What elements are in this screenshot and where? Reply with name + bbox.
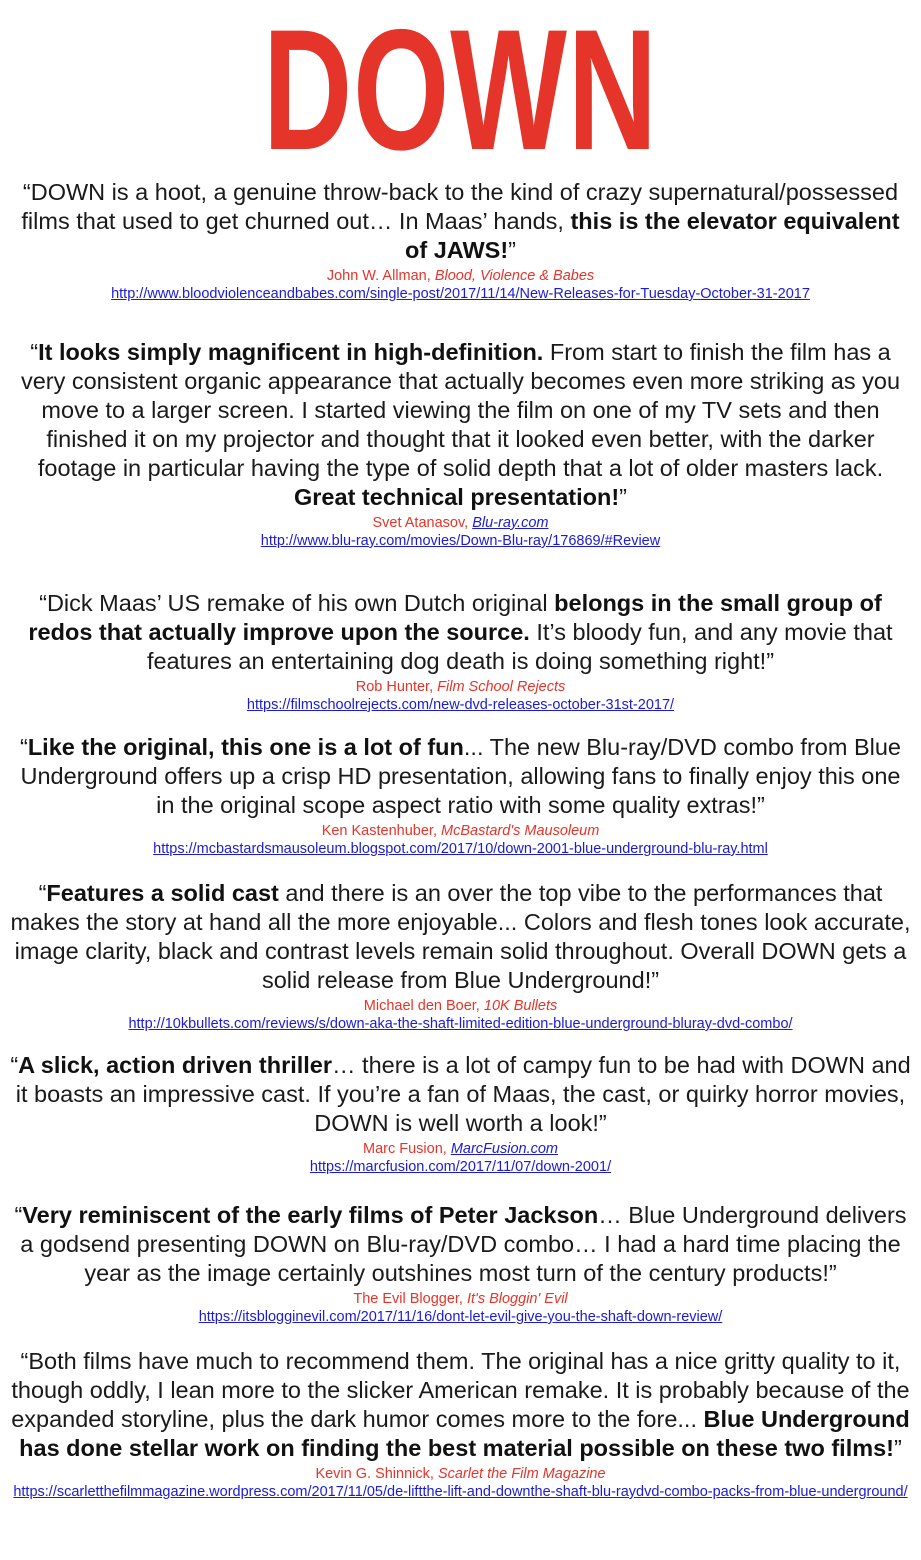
review-byline (10, 514, 911, 532)
review-link[interactable]: http://10kbullets.com/reviews/s/down-aka-the-shaft-limited-edition-blue-underground-bluray-dvd-combo/ (128, 1016, 793, 1032)
review-quote (10, 1347, 911, 1463)
review-quote-text: ” (508, 237, 516, 263)
review-link[interactable]: https://itsblogginevil.com/2017/11/16/dont-let-evil-give-you-the-shaft-down-review/ (198, 1309, 723, 1325)
review-author: Michael den Boer, (363, 998, 484, 1014)
review-author: Ken Kastenhuber, (321, 823, 442, 839)
review-block (10, 178, 911, 303)
review-source[interactable]: Blu-ray.com (472, 515, 549, 531)
review-quote-emphasis: A slick, action driven thriller (18, 1052, 333, 1078)
review-quote (10, 338, 911, 512)
review-byline (10, 1465, 911, 1483)
review-source: It's Bloggin' Evil (467, 1291, 568, 1307)
review-quote-text: From start to finish the film has a very consistent organic appearance that actually becomes even more striking as you move to a larger screen. I started viewing the film on one of my TV sets and then finished it on my projector and thought that it looked even better, with the darker footage in particular having the type of solid depth that a lot of older masters lack. (20, 339, 901, 481)
review-author: Svet Atanasov, (372, 515, 473, 531)
review-quote (10, 178, 911, 265)
review-link[interactable]: http://www.blu-ray.com/movies/Down-Blu-ray/176869/#Review (260, 533, 661, 549)
review-quote (10, 733, 911, 820)
review-author: John W. Allman, (326, 268, 435, 284)
review-block (10, 1051, 911, 1176)
review-quote-emphasis: Features a solid cast (46, 880, 279, 906)
review-quote-emphasis: Like the original, this one is a lot of fun (27, 734, 464, 760)
review-byline (10, 267, 911, 285)
review-quote-text: “ (30, 339, 39, 365)
review-quote-text: “ (38, 880, 47, 906)
review-quote-emphasis: It looks simply magnificent in high-definition. (38, 339, 544, 365)
review-block (10, 879, 911, 1033)
review-quote-text: ” (894, 1435, 902, 1461)
review-source: McBastard's Mausoleum (441, 823, 600, 839)
review-link[interactable]: https://mcbastardsmausoleum.blogspot.com/2017/10/down-2001-blue-underground-blu-ray.html (153, 841, 768, 857)
review-quote-text: and there is an over the top vibe to the performances that makes the story at hand all the more enjoyable... Colors and flesh tones look accurate, image clarity, black and contrast levels remain solid throughout. Overall DOWN gets a solid release from Blue Underground!” (10, 880, 911, 993)
review-quote-emphasis: this is the elevator equivalent of JAWS! (405, 208, 900, 263)
review-quote-emphasis: Very reminiscent of the early films of Peter Jackson (22, 1202, 599, 1228)
review-quote-text: … there is a lot of campy fun to be had with DOWN and it boasts an impressive cast. If you’re a fan of Maas, the cast, or quirky horror movies, DOWN is well worth a look!” (15, 1052, 911, 1136)
review-block (10, 733, 911, 858)
review-quote (10, 879, 911, 995)
review-source: Film School Rejects (437, 679, 566, 695)
page-title: DOWN (262, 0, 658, 186)
review-quote-text: “ (14, 1202, 23, 1228)
review-block (10, 1347, 911, 1501)
review-link[interactable]: http://www.bloodviolenceandbabes.com/single-post/2017/11/14/New-Releases-for-Tuesday-October-31-2017 (111, 286, 810, 302)
review-quote-text: “ (10, 1052, 19, 1078)
review-author: The Evil Blogger, (353, 1291, 467, 1307)
review-quote-emphasis: belongs in the small group of redos that actually improve upon the source. (28, 590, 882, 645)
review-source: Scarlet the Film Magazine (437, 1466, 606, 1482)
review-quote-text: “Dick Maas’ US remake of his own Dutch original (39, 590, 555, 616)
review-source: 10K Bullets (483, 998, 558, 1014)
review-quote-text: “ (19, 734, 28, 760)
review-link[interactable]: https://scarletthefilmmagazine.wordpress.com/2017/11/05/de-liftthe-lift-and-downthe-shaft-blu-raydvd-combo-packs-from-blue-underground/ (13, 1484, 908, 1500)
review-author: Kevin G. Shinnick, (315, 1466, 438, 1482)
review-quote-text: ... The new Blu-ray/DVD combo from Blue Underground offers up a crisp HD presentation, allowing fans to finally enjoy this one in the original scope aspect ratio with some quality extras!” (20, 734, 901, 818)
review-byline (10, 822, 911, 840)
review-quote (10, 589, 911, 676)
review-byline (10, 678, 911, 696)
review-quote-emphasis: Great technical presentation! (294, 484, 620, 510)
review-byline (10, 997, 911, 1015)
review-quote-text: “Both films have much to recommend them. The original has a nice gritty quality to it, though oddly, I lean more to the slicker American remake. It is probably because of the expanded storyline, plus the dark humor comes more to the fore... (11, 1348, 910, 1432)
review-author: Marc Fusion, (362, 1141, 451, 1157)
review-block (10, 589, 911, 714)
review-byline (10, 1140, 911, 1158)
review-source: Blood, Violence & Babes (434, 268, 595, 284)
review-source[interactable]: MarcFusion.com (450, 1141, 558, 1157)
review-author: Rob Hunter, (355, 679, 438, 695)
review-block (10, 338, 911, 550)
review-quote-text: It’s bloody fun, and any movie that features an entertaining dog death is doing something right!” (146, 619, 893, 674)
review-quote-text: ” (619, 484, 627, 510)
review-byline (10, 1290, 911, 1308)
review-link[interactable]: https://marcfusion.com/2017/11/07/down-2001/ (309, 1159, 612, 1175)
review-quote (10, 1201, 911, 1288)
review-quote-text: “DOWN is a hoot, a genuine throw-back to the kind of crazy supernatural/possessed films that used to get churned out… In Maas’ hands, (21, 179, 899, 234)
review-quote-text: … Blue Underground delivers a godsend presenting DOWN on Blu-ray/DVD combo… I had a hard time placing the year as the image certainly outshines most turn of the century products!” (20, 1202, 907, 1286)
review-block (10, 1201, 911, 1326)
review-link[interactable]: https://filmschoolrejects.com/new-dvd-releases-october-31st-2017/ (246, 697, 675, 713)
review-quote-emphasis: Blue Underground has done stellar work on finding the best material possible on these two films! (19, 1406, 910, 1461)
review-quote (10, 1051, 911, 1138)
